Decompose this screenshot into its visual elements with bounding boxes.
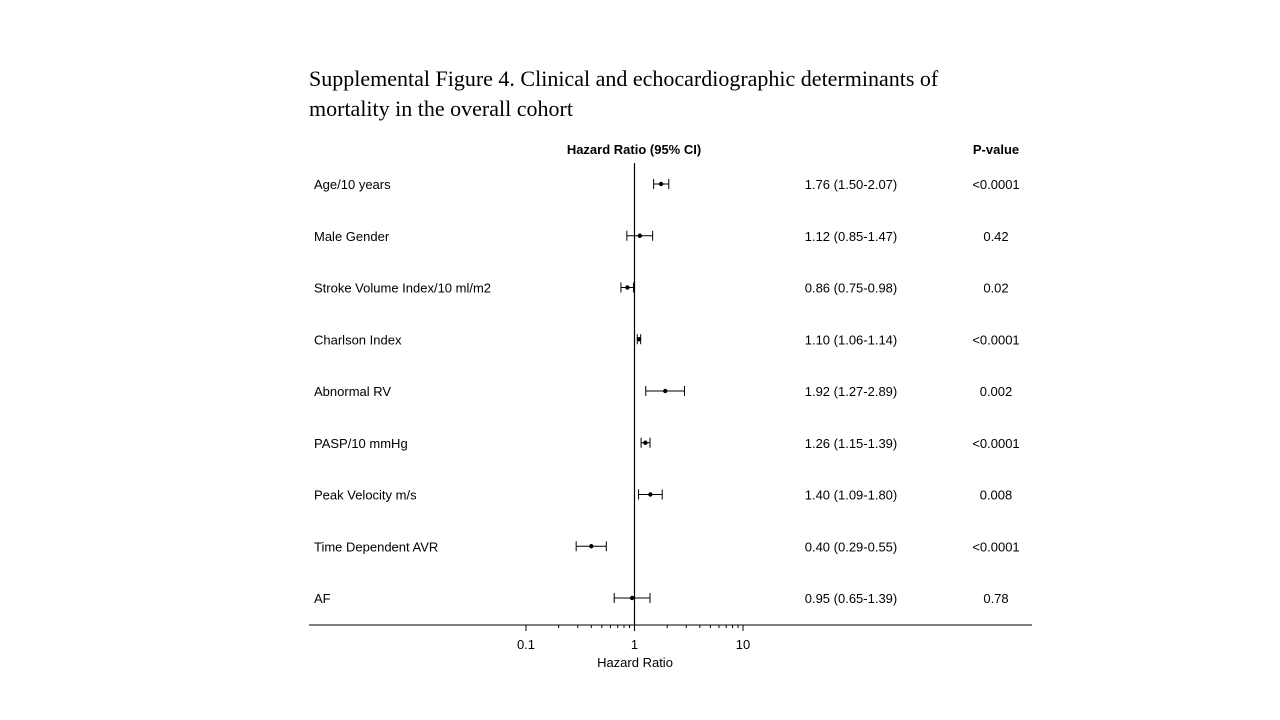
figure-title-line-2: mortality in the overall cohort xyxy=(309,96,573,121)
row-hr-ci: 1.40 (1.09-1.80) xyxy=(804,487,898,503)
point-estimate xyxy=(648,492,652,496)
row-label: Time Dependent AVR xyxy=(314,539,439,555)
row-p-value: <0.0001 xyxy=(972,539,1020,555)
x-axis-ticks xyxy=(517,625,750,652)
row-label: Abnormal RV xyxy=(314,384,392,399)
x-axis-title: Hazard Ratio xyxy=(597,655,673,670)
forest-row xyxy=(314,591,1009,606)
row-label: Stroke Volume Index/10 ml/m2 xyxy=(314,280,492,296)
forest-row xyxy=(314,177,1020,192)
row-p-value: 0.42 xyxy=(983,228,1009,244)
header-hazard-ratio: Hazard Ratio (95% CI) xyxy=(566,142,702,157)
x-tick-label: 0.1 xyxy=(516,637,536,652)
row-p-value: <0.0001 xyxy=(972,177,1020,192)
point-estimate xyxy=(625,285,629,289)
row-label: Male Gender xyxy=(314,228,390,244)
row-hr-ci: 1.76 (1.50-2.07) xyxy=(804,177,898,192)
row-label: Age/10 years xyxy=(314,177,391,192)
figure-title-line-1: Supplemental Figure 4. Clinical and echocardiographic determinants of xyxy=(309,66,939,91)
header-p-value: P-value xyxy=(972,142,1020,157)
forest-row xyxy=(314,229,1009,244)
row-label: PASP/10 mmHg xyxy=(314,435,408,451)
row-p-value: 0.02 xyxy=(983,280,1009,296)
row-label: AF xyxy=(314,591,331,606)
forest-rows xyxy=(314,163,1020,625)
row-p-value: <0.0001 xyxy=(972,332,1020,348)
row-hr-ci: 1.12 (0.85-1.47) xyxy=(804,228,898,244)
forest-row xyxy=(314,488,1012,503)
point-estimate xyxy=(630,596,634,600)
forest-row xyxy=(314,384,1012,399)
row-label: Charlson Index xyxy=(314,332,402,348)
row-hr-ci: 1.26 (1.15-1.39) xyxy=(804,435,898,451)
point-estimate xyxy=(589,544,593,548)
x-tick-label: 10 xyxy=(735,637,751,652)
row-hr-ci: 0.40 (0.29-0.55) xyxy=(804,539,898,555)
point-estimate xyxy=(659,182,663,186)
point-estimate xyxy=(643,441,647,445)
forest-row xyxy=(314,436,1020,451)
forest-row xyxy=(314,332,1020,347)
point-estimate xyxy=(663,389,667,393)
forest-row xyxy=(314,539,1020,554)
point-estimate xyxy=(638,234,642,238)
row-hr-ci: 1.92 (1.27-2.89) xyxy=(804,384,898,399)
row-p-value: 0.002 xyxy=(979,384,1013,399)
row-hr-ci: 0.86 (0.75-0.98) xyxy=(804,280,898,296)
row-label: Peak Velocity m/s xyxy=(314,487,417,503)
row-hr-ci: 1.10 (1.06-1.14) xyxy=(804,332,898,348)
point-estimate xyxy=(637,337,641,341)
forest-row xyxy=(314,281,1009,296)
row-hr-ci: 0.95 (0.65-1.39) xyxy=(804,591,898,606)
row-p-value: 0.008 xyxy=(979,487,1013,503)
x-tick-label: 1 xyxy=(630,637,639,652)
row-p-value: <0.0001 xyxy=(972,435,1020,451)
row-p-value: 0.78 xyxy=(983,591,1009,606)
